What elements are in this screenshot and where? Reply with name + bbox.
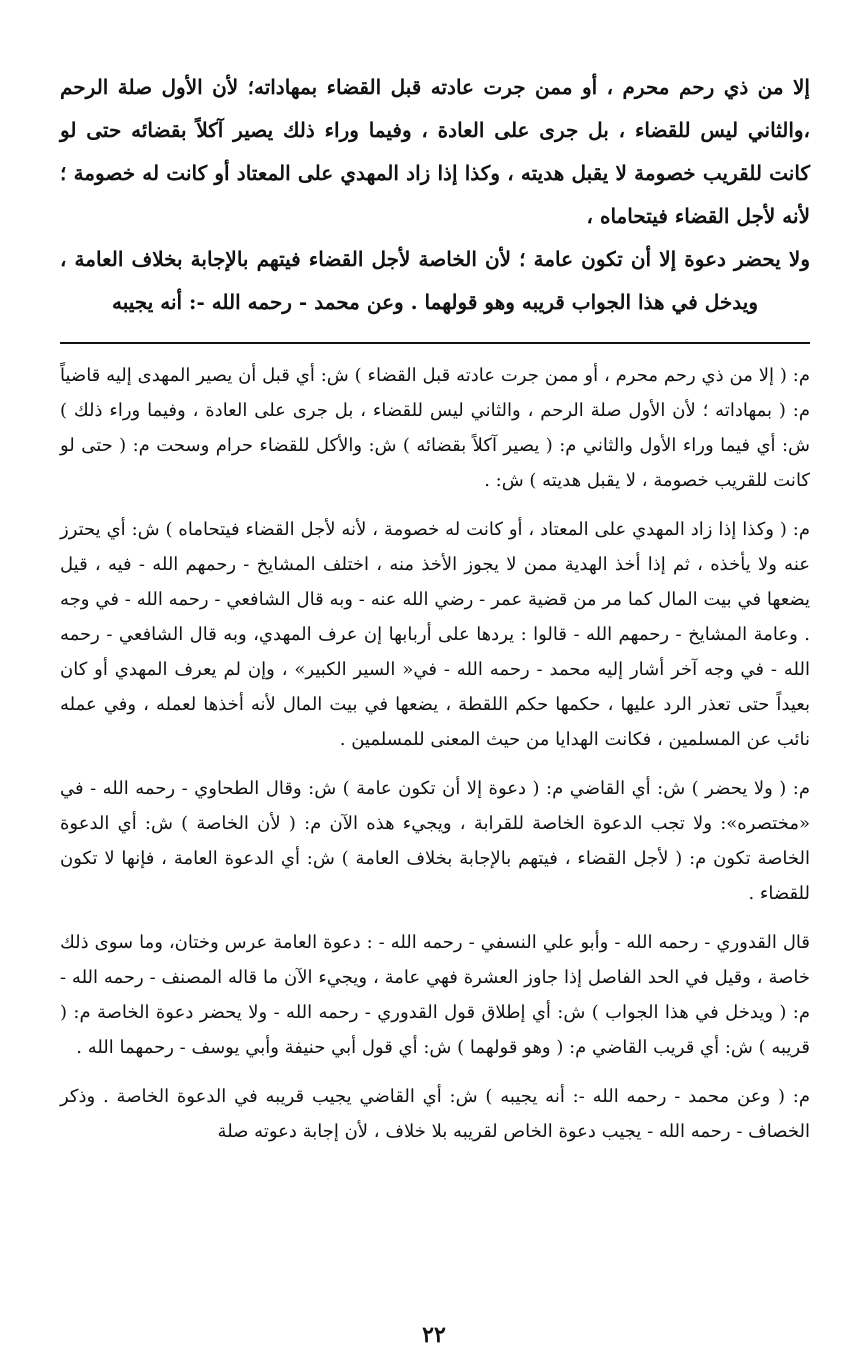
commentary xyxy=(60,358,810,1149)
main-text xyxy=(60,66,810,324)
commentary-paragraph: م: ( وعن محمد - رحمه الله -: أنه يجيبه ) ش: أي القاضي يجيب قريبه في الدعوة الخاصة . وذكر الخصاف - رحمه الله - يجيب دعوة الخاص لقريبه بلا خلاف ، لأن إجابة دعوته صلة xyxy=(60,1086,810,1142)
page-number: ٢٢ xyxy=(422,1322,446,1348)
commentary-paragraph: م: ( ولا يحضر ) ش: أي القاضي م: ( دعوة إلا أن تكون عامة ) ش: وقال الطحاوي - رحمه الله - في «مختصره»: ولا تجب الدعوة الخاصة للقرابة ، ويجيء هذه الآن م: ( لأن الخاصة ) ش: أي الدعوة الخاصة تكون م: ( لأجل القضاء ، فيتهم بالإجابة بخلاف العامة ) ش: أي الدعوة العامة ، فإنها لا تكون للقضاء . xyxy=(60,778,810,904)
main-text-paragraph: ولا يحضر دعوة إلا أن تكون عامة ؛ لأن الخاصة لأجل القضاء فيتهم بالإجابة بخلاف العامة ، ويدخل في هذا الجواب قريبه وهو قولهما . وعن محمد - رحمه الله -: أنه يجيبه xyxy=(60,247,810,314)
commentary-paragraph: م: ( إلا من ذي رحم محرم ، أو ممن جرت عادته قبل القضاء ) ش: أي قبل أن يصير المهدى إليه قاضياً م: ( بمهاداته ؛ لأن الأول صلة الرحم ، والثاني ليس للقضاء ، بل جرى على العادة ، وفيما وراء ذلك ) ش: أي فيما وراء الأول والثاني م: ( يصير آكلاً بقضائه ) ش: والأكل للقضاء حرام وسحت م: ( حتى لو كانت للقريب خصومة ، لا يقبل هديته ) ش: . xyxy=(60,365,810,491)
commentary-paragraph: م: ( وكذا إذا زاد المهدي على المعتاد ، أو كانت له خصومة ، لأنه لأجل القضاء فيتحاماه ) ش: أي يحترز عنه ولا يأخذه ، ثم إذا أخذ الهدية ممن لا يجوز الأخذ منه ، اختلف المشايخ - رحمهم الله - فيه ، قيل يضعها في بيت المال كما مر من قضية عمر - رضي الله عنه - وبه قال الشافعي - رحمه الله - في وجه . وعامة المشايخ - رحمهم الله - قالوا : يردها على أربابها إن عرف المهدي، وبه قال الشافعي - رحمه الله - في وجه آخر أشار إليه محمد - رحمه الله - في« السير الكبير» ، وإن لم يعرف المهدي أو كان بعيداً حتى تعذر الرد عليها ، حكمها حكم اللقطة ، يضعها في بيت المال لأنه أخذها لعمله ، وفي عمله نائب عن المسلمين ، فكانت الهدايا من حيث المعنى للمسلمين . xyxy=(60,519,810,750)
separator-line xyxy=(60,342,810,344)
main-text-paragraph: إلا من ذي رحم محرم ، أو ممن جرت عادته قبل القضاء بمهاداته؛ لأن الأول صلة الرحم ،والثاني ليس للقضاء ، بل جرى على العادة ، وفيما وراء ذلك يصير آكلاً بقضائه حتى لو كانت للقريب خصومة لا يقبل هديته ، وكذا إذا زاد المهدي على المعتاد أو كانت له خصومة ؛لأنه لأجل القضاء فيتحاماه ، xyxy=(60,75,810,228)
commentary-paragraph: قال القدوري - رحمه الله - وأبو علي النسفي - رحمه الله - : دعوة العامة عرس وختان، وما سوى ذلك خاصة ، وقيل في الحد الفاصل إذا جاوز العشرة فهي عامة ، ويجيء الآن ما قاله المصنف - رحمه الله - م: ( ويدخل في هذا الجواب ) ش: أي إطلاق قول القدوري - رحمه الله - ولا يحضر دعوة الخاصة م: ( قريبه ) ش: أي قريب القاضي م: ( وهو قولهما ) ش: أي قول أبي حنيفة وأبي يوسف - رحمهما الله . xyxy=(60,932,810,1058)
